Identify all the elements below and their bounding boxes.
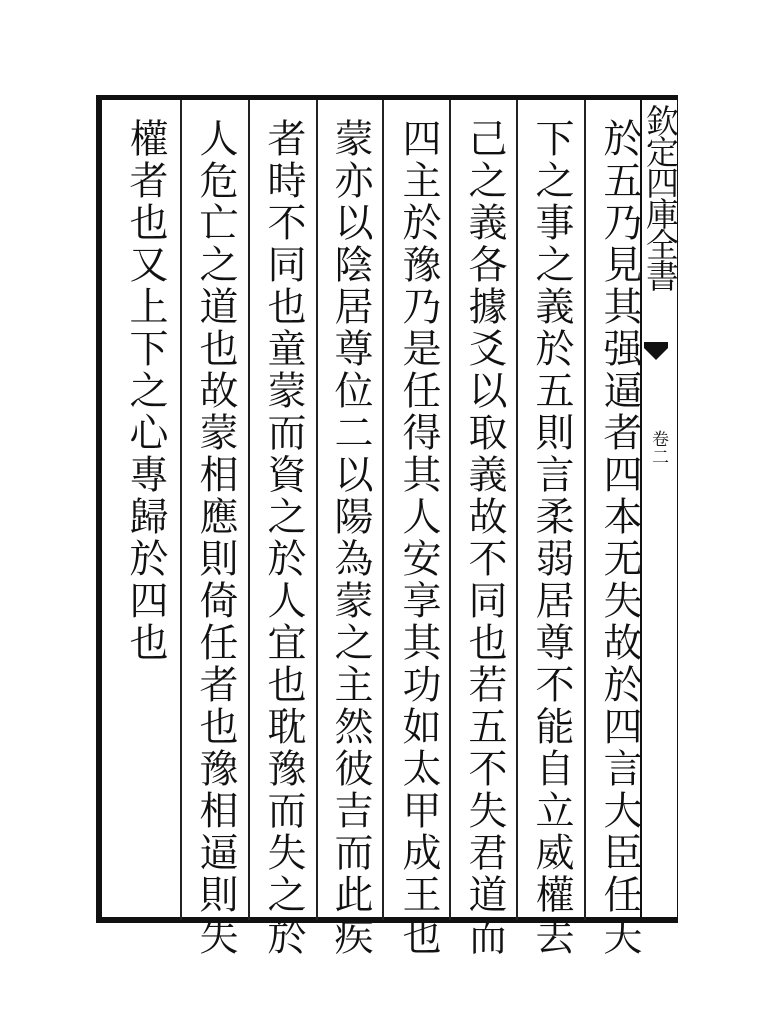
column-rule <box>248 100 250 920</box>
text-column-7: 人危亡之道也故蒙相應則倚任者也豫相逼則失 <box>193 118 238 958</box>
column-rule <box>516 100 518 920</box>
column-rule <box>316 100 318 920</box>
text-column-5: 蒙亦以陰居尊位二以陽為蒙之主然彼吉而此疾 <box>328 118 373 958</box>
text-column-3: 己之義各據爻以取義故不同也若五不失君道而 <box>462 118 507 958</box>
book-title: 欽定四庫全書 <box>641 104 680 290</box>
text-column-8: 權者也又上下之心專歸於四也 <box>123 118 168 664</box>
text-column-6: 者時不同也童蒙而資之於人宜也耽豫而失之於 <box>261 118 306 958</box>
text-column-1: 於五乃見其强逼者四本无失故於四言大臣任天 <box>597 118 642 958</box>
text-column-4: 四主於豫乃是任得其人安享其功如太甲成王也 <box>396 118 441 958</box>
column-rule <box>584 100 586 920</box>
column-rule <box>382 100 384 920</box>
text-column-2: 下之事之義於五則言柔弱居尊不能自立威權去 <box>529 118 574 958</box>
juan-label: 卷二 <box>648 430 668 466</box>
column-rule <box>180 100 182 920</box>
column-rule <box>449 100 451 920</box>
